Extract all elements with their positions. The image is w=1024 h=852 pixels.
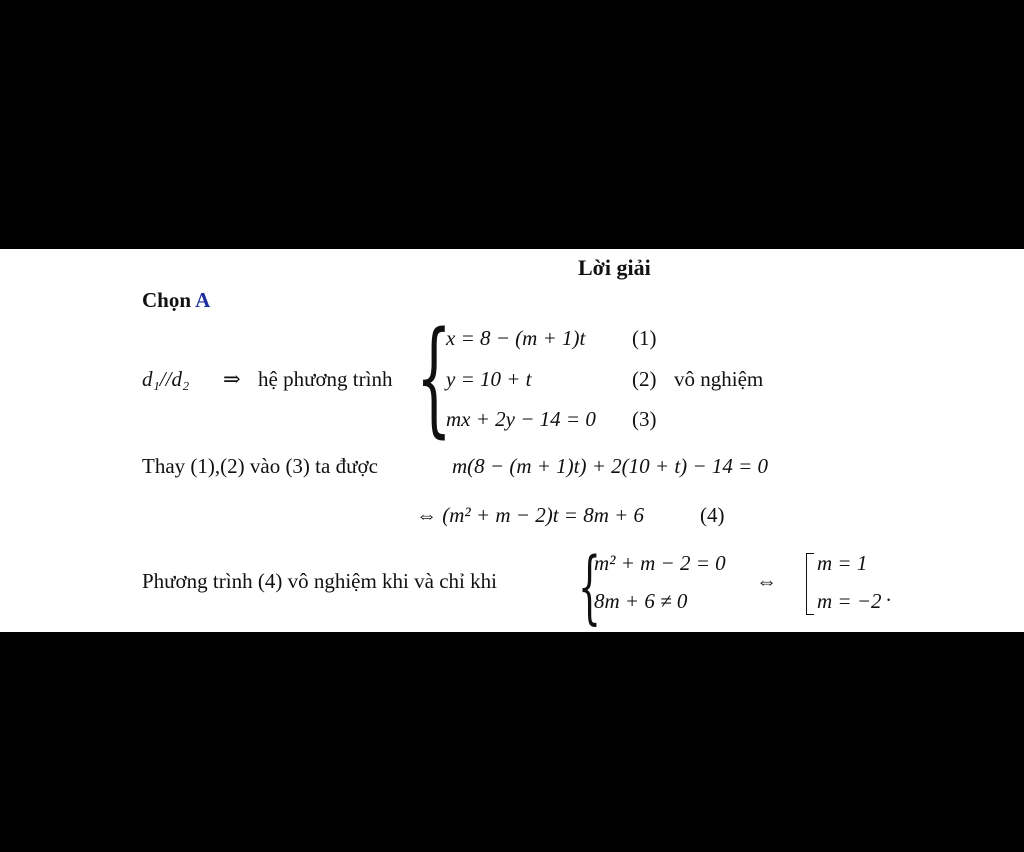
system-brace-2: { <box>578 540 601 633</box>
choose-answer: A <box>195 288 211 312</box>
solution-bracket <box>806 553 814 615</box>
parallel-condition: d₁//d₂ <box>142 367 190 391</box>
final-period: . <box>886 582 892 606</box>
choose-line <box>142 288 210 313</box>
solution-option-2: m = −2 <box>817 589 882 613</box>
no-solution-text: vô nghiệm <box>674 367 764 391</box>
equivalent-symbol: ⇔ <box>756 569 777 593</box>
system1-tag1: (1) <box>632 326 657 350</box>
system2-eq2: 8m + 6 ≠ 0 <box>594 589 688 613</box>
solution-option-1: m = 1 <box>817 551 868 575</box>
system1-tag2: (2) <box>632 367 657 391</box>
substitute-text: Thay (1),(2) vào (3) ta được <box>142 454 378 478</box>
system-brace-1: { <box>416 305 452 450</box>
solution-sheet <box>0 249 1024 632</box>
system1-eq3: mx + 2y − 14 = 0 <box>446 407 596 431</box>
equation-tag-4: (4) <box>700 503 725 527</box>
choose-label: Chọn <box>142 288 192 312</box>
system1-eq1: x = 8 − (m + 1)t <box>446 326 586 350</box>
system1-eq2: y = 10 + t <box>446 367 532 391</box>
system1-tag3: (3) <box>632 407 657 431</box>
condition-text: Phương trình (4) vô nghiệm khi và chỉ khi <box>142 569 497 593</box>
implies-symbol: ⇒ <box>223 367 241 391</box>
substituted-equation: m(8 − (m + 1)t) + 2(10 + t) − 14 = 0 <box>452 454 768 478</box>
system2-eq1: m² + m − 2 = 0 <box>594 551 726 575</box>
system-intro-text: hệ phương trình <box>258 367 393 391</box>
simplified-equation: ⇔ (m² + m − 2)t = 8m + 6 <box>416 503 645 527</box>
solution-heading: Lời giải <box>578 255 651 280</box>
